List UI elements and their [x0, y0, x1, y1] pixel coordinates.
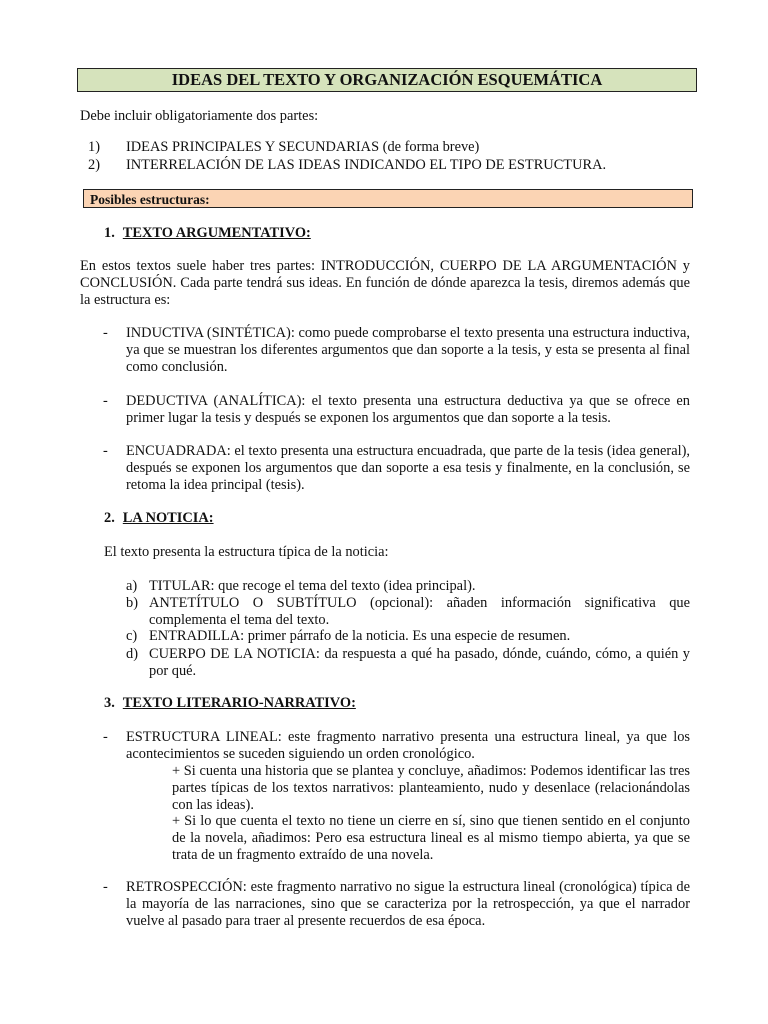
- list-item-encuadrada: ENCUADRADA: el texto presenta una estructura encuadrada, que parte de la tesis (idea general), después se exponen los argumentos que dan soporte a esa tesis y finalmente, en la conclusión, se retoma la idea principal (tesis).: [126, 443, 690, 493]
- list-item-inductiva: INDUCTIVA (SINTÉTICA): como puede comprobarse el texto presenta una estructura inductiva, ya que se muestran los diferentes argumentos que dan soporte a la tesis, y esta se presenta al final como conclusión.: [126, 325, 690, 375]
- section-number: 1.: [104, 225, 115, 241]
- list-item-antetitulo: ANTETÍTULO O SUBTÍTULO (opcional): añaden información significativa que complementa el tema del texto.: [149, 595, 690, 628]
- part-number: 1): [88, 139, 100, 155]
- list-item-cuerpo: CUERPO DE LA NOTICIA: da respuesta a qué ha pasado, dónde, cuándo, cómo, a quién y por qué.: [149, 646, 690, 679]
- part-text: IDEAS PRINCIPALES Y SECUNDARIAS (de forma breve): [126, 139, 480, 155]
- section-heading-noticia: [104, 510, 214, 527]
- structures-label: Posibles estructuras:: [83, 189, 693, 208]
- section-number: 3.: [104, 695, 115, 711]
- dash-bullet: -: [103, 325, 108, 341]
- section-title: TEXTO ARGUMENTATIVO:: [122, 225, 311, 241]
- section-title: TEXTO LITERARIO-NARRATIVO:: [122, 695, 356, 711]
- intro-text: Debe incluir obligatoriamente dos partes:: [80, 108, 319, 124]
- letter-marker: c): [126, 628, 138, 644]
- section-heading-literario: [104, 695, 356, 712]
- dash-bullet: -: [103, 443, 108, 459]
- list-item-deductiva: DEDUCTIVA (ANALÍTICA): el texto presenta una estructura deductiva ya que se ofrece en primer lugar la tesis y después se exponen los argumentos que dan soporte a la tesis.: [126, 393, 690, 426]
- list-item-lineal: ESTRUCTURA LINEAL: este fragmento narrativo presenta una estructura lineal, ya que los acontecimientos se suceden siguiendo un orden cronológico.: [126, 729, 690, 762]
- section-number: 2.: [104, 510, 115, 526]
- section-heading-argumentativo: [104, 225, 311, 242]
- dash-bullet: -: [103, 393, 108, 409]
- letter-marker: a): [126, 578, 138, 594]
- list-item-retrospeccion: RETROSPECCIÓN: este fragmento narrativo no sigue la estructura lineal (cronológica) típica de la mayoría de las narraciones, sino que se caracteriza por la retrospección, ya que el narrador vuelve al pasado para traer al presente recuerdos de esa época.: [126, 879, 690, 929]
- list-item-titular: TITULAR: que recoge el tema del texto (idea principal).: [149, 578, 476, 594]
- part-text: INTERRELACIÓN DE LAS IDEAS INDICANDO EL TIPO DE ESTRUCTURA.: [126, 157, 607, 173]
- lineal-subnote: + Si lo que cuenta el texto no tiene un cierre en sí, sino que tienen sentido en el conjunto de la novela, añadimos: Pero esa estructura lineal es al mismo tiempo abierta, ya que se trata de un fragmento extraído de una novela.: [172, 813, 690, 863]
- argumentativo-intro: En estos textos suele haber tres partes: INTRODUCCIÓN, CUERPO DE LA ARGUMENTACIÓN y CONCLUSIÓN. Cada parte tendrá sus ideas. En función de dónde aparezca la tesis, diremos además que la estructura es:: [80, 258, 690, 308]
- lineal-subnote: + Si cuenta una historia que se plantea y concluye, añadimos: Podemos identificar las tres partes típicas de los textos narrativos: planteamiento, nudo y desenlace (relacionándolas con las ideas).: [172, 763, 690, 813]
- noticia-intro: El texto presenta la estructura típica de la noticia:: [104, 544, 389, 560]
- dash-bullet: -: [103, 879, 108, 895]
- list-item-entradilla: ENTRADILLA: primer párrafo de la noticia. Es una especie de resumen.: [149, 628, 571, 644]
- part-number: 2): [88, 157, 100, 173]
- letter-marker: b): [126, 595, 138, 611]
- section-title: LA NOTICIA:: [122, 510, 214, 526]
- letter-marker: d): [126, 646, 138, 662]
- dash-bullet: -: [103, 729, 108, 745]
- page-title: IDEAS DEL TEXTO Y ORGANIZACIÓN ESQUEMÁTICA: [77, 68, 697, 92]
